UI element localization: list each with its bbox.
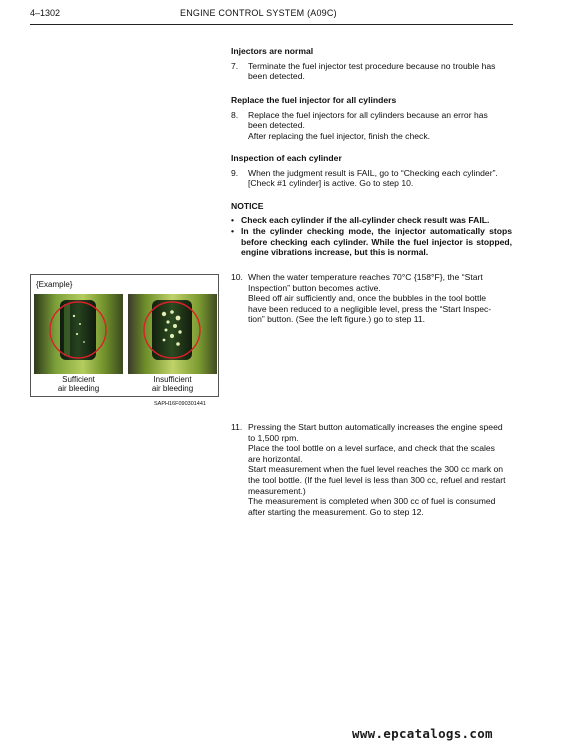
step-7: [231, 61, 512, 82]
step-text-line: After replacing the fuel injector, finish the check.: [248, 130, 430, 141]
section-step-10: [231, 272, 512, 325]
section-heading: Injectors are normal: [231, 46, 314, 56]
caption-insufficient: [128, 375, 217, 393]
step-text-line: Replace the fuel injectors for all cylinders because an error has: [248, 109, 488, 120]
caption-line: air bleeding: [151, 384, 194, 393]
insufficient-air-bleeding-photo: [128, 294, 217, 374]
page-number: 4–1302: [30, 8, 61, 18]
step-text-line: have been reduced to a negligible level, press the “Start Inspec-: [248, 303, 492, 314]
step-11: [231, 422, 512, 517]
section-replace-injector: [231, 95, 512, 141]
step-text-line: The measurement is completed when 300 cc of fuel is consumed: [248, 496, 496, 507]
section-step-11: [231, 422, 512, 517]
section-inspection: [231, 153, 512, 189]
caption-line: air bleeding: [57, 384, 100, 393]
page-title: ENGINE CONTROL SYSTEM (A09C): [180, 8, 337, 18]
step-text-line: Inspection” button becomes active.: [248, 282, 381, 293]
sufficient-air-bleeding-photo: [34, 294, 123, 374]
step-text-line: been detected.: [248, 71, 305, 82]
step-text-line: Bleed off air sufficiently and, once the bubbles in the tool bottle: [248, 293, 487, 304]
step-text-line: When the water temperature reaches 70°C {158°F}, the “Start: [248, 272, 483, 282]
step-text-line: the tool bottle. (If the fuel level is less than 300 cc, refuel and restart: [248, 474, 506, 485]
caption-line: Sufficient: [62, 375, 95, 384]
step-text-line: Pressing the Start button automatically increases the engine speed: [248, 422, 503, 432]
bullet: •: [231, 214, 235, 225]
step-text-line: measurement.): [248, 485, 306, 496]
step-number: 11.: [231, 422, 243, 432]
figure-code: SAPH16F090301441: [154, 401, 206, 407]
step-text-line: Terminate the fuel injector test procedure because no trouble has: [248, 60, 496, 71]
page-header: [30, 8, 513, 25]
step-number: 10.: [231, 272, 243, 282]
notice-text: Check each cylinder if the all-cylinder check result was FAIL.: [241, 214, 490, 225]
figure-label: {Example}: [36, 280, 73, 289]
notice-block: [231, 201, 512, 259]
section-heading: Inspection of each cylinder: [231, 153, 342, 163]
step-text-line: Start measurement when the fuel level reaches the 300 cc mark on: [248, 464, 504, 475]
notice-text: In the cylinder checking mode, the injector automatically stops before checking each cylinder. While the fuel injector is stopped, engine vibrations increase, but this is normal.: [241, 226, 512, 258]
step-number: 9.: [231, 167, 239, 178]
step-9: [231, 168, 512, 189]
section-heading: Replace the fuel injector for all cylinders: [231, 95, 397, 105]
step-text-line: are horizontal.: [248, 453, 303, 464]
step-text-line: tion” button. (See the left figure.) go to step 11.: [248, 314, 426, 325]
step-text-line: [Check #1 cylinder] is active. Go to step 10.: [248, 178, 414, 189]
step-text-line: after starting the measurement. Go to step 12.: [248, 506, 424, 517]
section-injectors-normal: [231, 46, 512, 82]
caption-line: Insufficient: [153, 375, 192, 384]
step-8: [231, 110, 512, 142]
notice-item: [231, 226, 512, 258]
bullet: •: [231, 226, 235, 237]
air-bleeding-figure: [30, 274, 219, 397]
step-text-line: been detected.: [248, 120, 305, 131]
notice-item: [231, 215, 512, 226]
step-number: 8.: [231, 109, 239, 120]
step-text-line: to 1,500 rpm.: [248, 432, 299, 443]
step-10: [231, 272, 512, 325]
caption-sufficient: [34, 375, 123, 393]
watermark: www.epcatalogs.com: [352, 726, 493, 741]
step-number: 7.: [231, 60, 239, 71]
notice-heading: NOTICE: [231, 201, 264, 211]
step-text-line: When the judgment result is FAIL, go to “Checking each cylinder”.: [248, 167, 498, 178]
step-text-line: Place the tool bottle on a level surface, and check that the scales: [248, 443, 495, 454]
